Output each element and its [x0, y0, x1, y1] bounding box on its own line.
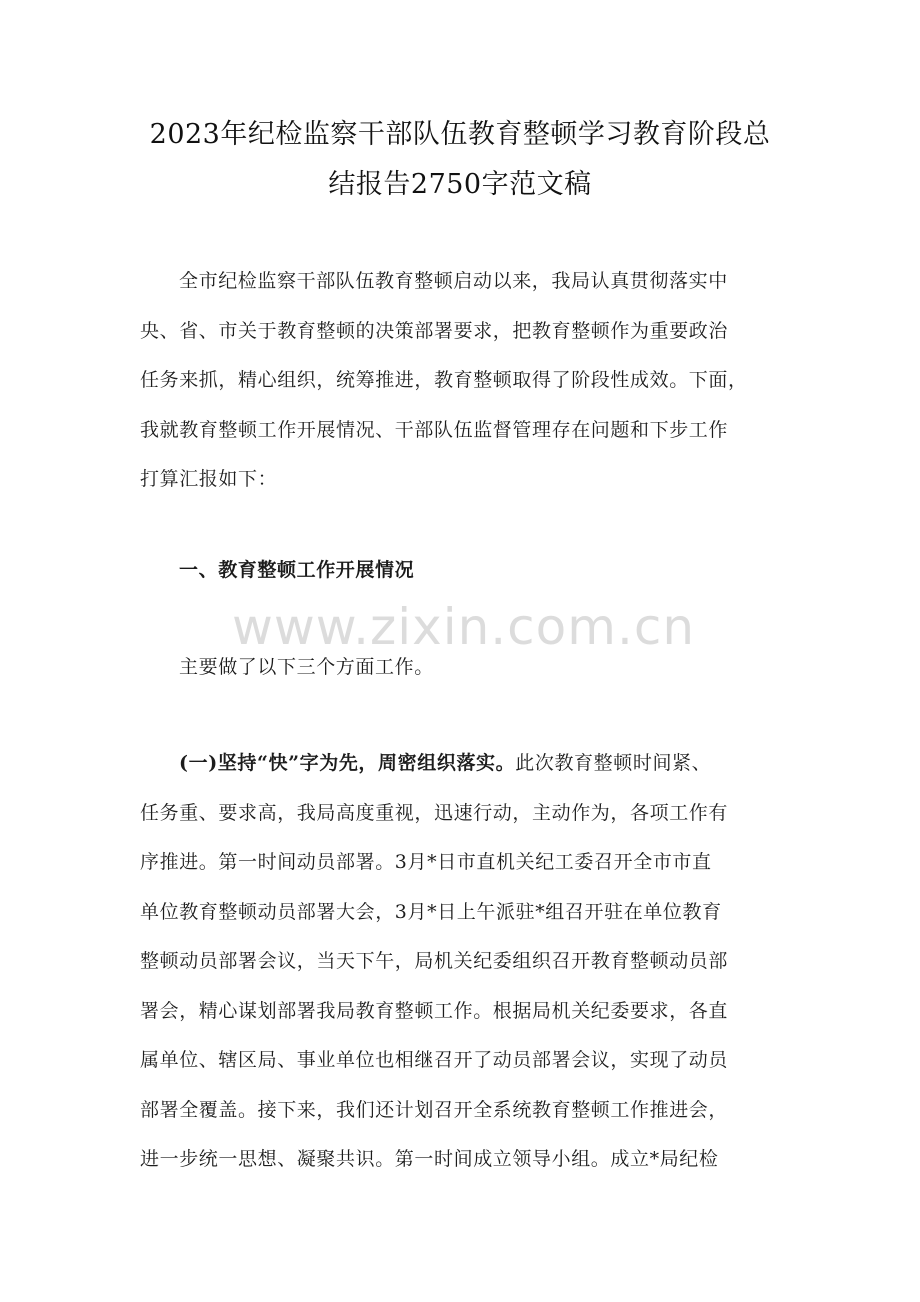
intro-line: 全市纪检监察干部队伍教育整顿启动以来，我局认真贯彻落实中: [179, 270, 728, 292]
subsection-heading: (一)坚持“快”字为先，周密组织落实。: [179, 752, 516, 774]
intro-line: 央、省、市关于教育整顿的决策部署要求，把教育整顿作为重要政治: [140, 319, 729, 342]
title-line-1: 2023年纪检监察干部队伍教育整顿学习教育阶段总: [149, 119, 771, 150]
subsection-line: 部署全覆盖。接下来，我们还计划召开全系统教育整顿工作推进会，: [140, 1098, 729, 1121]
section-heading: 一、教育整顿工作开展情况: [179, 559, 415, 581]
subsection-line: 进一步统一思想、凝聚共识。第一时间成立领导小组。成立*局纪检: [140, 1148, 719, 1170]
intro-line: 我就教育整顿工作开展情况、干部队伍监督管理存在问题和下步工作: [140, 418, 729, 441]
subsection-line: 署会，精心谋划部署我局教育整顿工作。根据局机关纪委要求，各直: [140, 999, 729, 1022]
subsection-lead-text: 此次教育整顿时间紧、: [515, 752, 712, 774]
subsection-first-line: [140, 739, 800, 789]
intro-line: 任务来抓，精心组织，统筹推进，教育整顿取得了阶段性成效。下面，: [140, 369, 748, 391]
title-line-2: 结报告2750字范文稿: [328, 169, 592, 200]
summary-paragraph: 主要做了以下三个方面工作。: [179, 656, 434, 678]
subsection-line: 整顿动员部署会议，当天下午，局机关纪委组织召开教育整顿动员部: [140, 950, 729, 972]
watermark: www.zixin.com.cn: [232, 598, 696, 656]
intro-line: 打算汇报如下：: [140, 468, 278, 490]
document-title: [100, 110, 820, 210]
intro-paragraph: [140, 257, 800, 505]
subsection-line: 任务重、要求高，我局高度重视，迅速行动，主动作为，各项工作有: [140, 801, 729, 824]
subsection-paragraph: [140, 739, 800, 1185]
subsection-line: 序推进。第一时间动员部署。3月*日市直机关纪工委召开全市市直: [140, 851, 712, 873]
subsection-line: 属单位、辖区局、事业单位也相继召开了动员部署会议，实现了动员: [140, 1049, 729, 1071]
subsection-line: 单位教育整顿动员部署大会，3月*日上午派驻*组召开驻在单位教育: [140, 900, 722, 923]
